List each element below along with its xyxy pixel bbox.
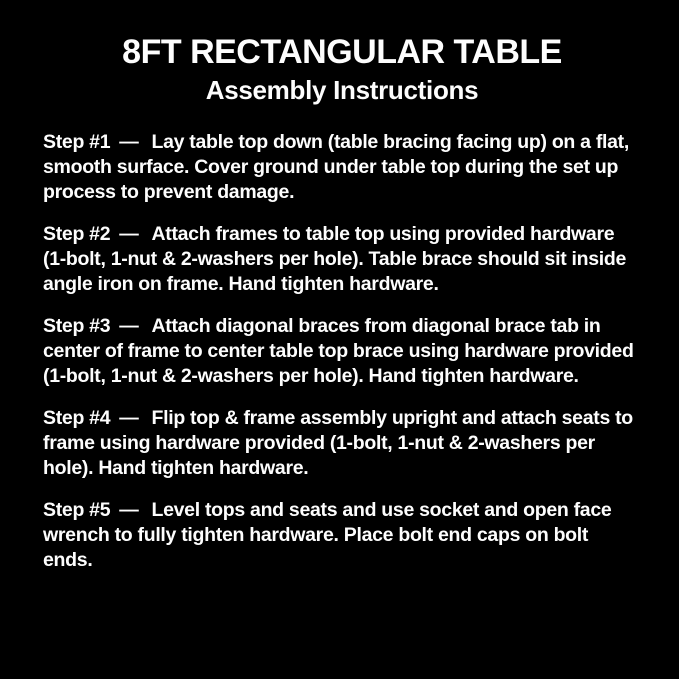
step-text: Attach diagonal braces from diagonal brace tab in center of frame to center table top brace using hardware provided (1-bolt, 1-nut & 2-washers per hole). Hand tighten hardware. <box>43 315 634 387</box>
step-item-5 <box>43 498 641 573</box>
step-item-4 <box>43 406 641 481</box>
step-item-2 <box>43 222 641 297</box>
step-text: Level tops and seats and use socket and open face wrench to fully tighten hardware. Place bolt end caps on bolt ends. <box>43 499 612 571</box>
em-dash: — <box>119 407 139 429</box>
step-text: Flip top & frame assembly upright and attach seats to frame using hardware provided (1-bolt, 1-nut & 2-washers per hole). Hand tighten hardware. <box>43 407 633 479</box>
step-label: Step #3 <box>43 315 111 337</box>
page-title: 8FT RECTANGULAR TABLE <box>122 33 562 71</box>
sheet-header <box>43 32 641 106</box>
em-dash: — <box>119 499 139 521</box>
step-text: Attach frames to table top using provided hardware (1-bolt, 1-nut & 2-washers per hole). Table brace should sit inside angle iron on frame. Hand tighten hardware. <box>43 223 627 295</box>
step-label: Step #4 <box>43 407 111 429</box>
page-subtitle: Assembly Instructions <box>205 75 479 105</box>
step-label: Step #5 <box>43 499 111 521</box>
em-dash: — <box>119 131 139 153</box>
step-text: Lay table top down (table bracing facing up) on a flat, smooth surface. Cover ground under table top during the set up process to prevent damage. <box>43 131 629 203</box>
em-dash: — <box>119 223 139 245</box>
step-label: Step #2 <box>43 223 111 245</box>
step-item-1 <box>43 130 641 205</box>
steps-list <box>43 130 641 573</box>
step-label: Step #1 <box>43 131 111 153</box>
step-item-3 <box>43 314 641 389</box>
em-dash: — <box>119 315 139 337</box>
